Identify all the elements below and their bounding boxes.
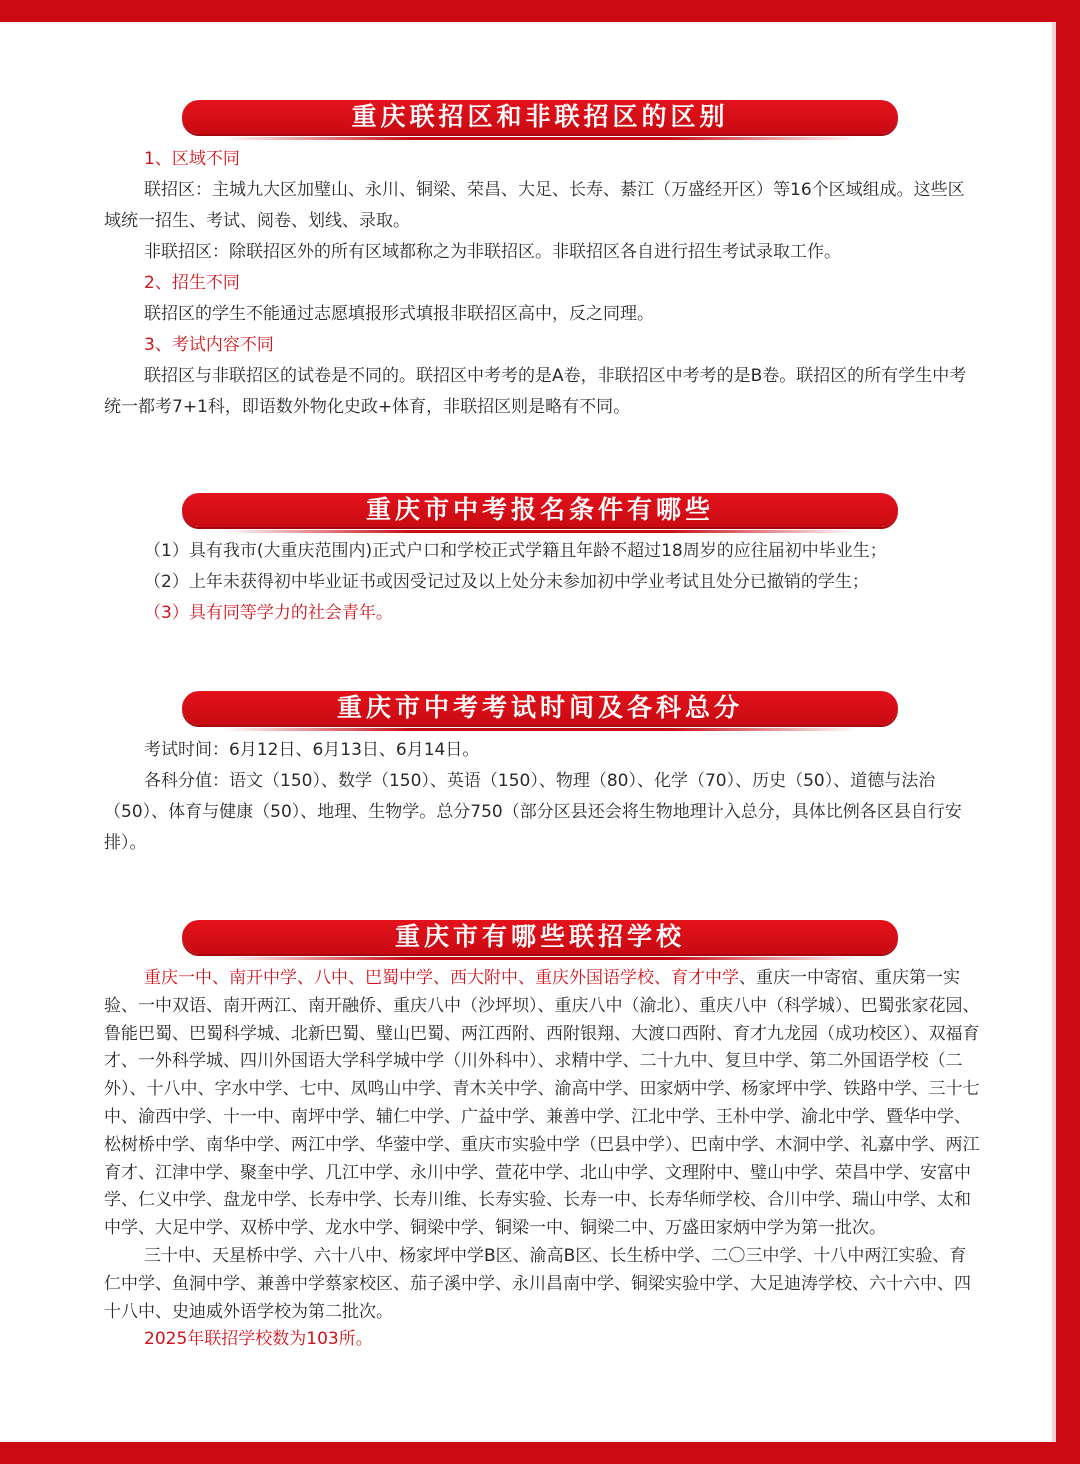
frame-right-shadow xyxy=(1052,22,1056,1442)
batch1-other-schools: 、重庆一中寄宿、重庆第一实验、一中双语、南开两江、南开融侨、重庆八中（沙坪坝）、重庆八中（渝北）、重庆八中（科学城）、巴蜀张家花园、鲁能巴蜀、巴蜀科学城、北新巴蜀、璧山巴蜀、两江西附、西附银翔、大渡口西附、育才九龙园（成功校区）、双福育才、一外科学城、四川外国语大学科学城中学（川外科中）、求精中学、二十九中、复旦中学、第二外国语学校（二外）、十八中、字水中学、七中、凤鸣山中学、青木关中学、渝高中学、田家炳中学、杨家坪中学、铁路中学、三十七中、渝西中学、十一中、南坪中学、辅仁中学、广益中学、兼善中学、江北中学、王朴中学、渝北中学、暨华中学、松树桥中学、南华中学、两江中学、华蓥中学、重庆市实验中学（巴县中学）、巴南中学、木洞中学、礼嘉中学、两江育才、江津中学、聚奎中学、几江中学、永川中学、萱花中学、北山中学、文理附中、璧山中学、荣昌中学、安富中学、仁义中学、盘龙中学、长寿中学、长寿川维、长寿实验、长寿一中、长寿华师学校、合川中学、瑞山中学、太和中学、大足中学、双桥中学、龙水中学、铜梁中学、铜梁一中、铜梁二中、万盛田家炳中学为第一批次。 xyxy=(104,968,980,1239)
section1-paragraph-4: 联招区与非联招区的试卷是不同的。联招区中考考的是A卷，非联招区中考考的是B卷。联招区的所有学生中考统一都考7+1科，即语数外物化史政+体育，非联招区则是略有不同。 xyxy=(104,366,967,417)
frame-top-bar xyxy=(0,0,1080,22)
section2-title: 重庆市中考报名条件有哪些 xyxy=(182,493,898,527)
section1-subheading-3: 3、考试内容不同 xyxy=(144,335,274,355)
section1-body xyxy=(104,144,980,423)
condition-item-3: （3）具有同等学力的社会青年。 xyxy=(144,603,393,623)
batch1-schools xyxy=(104,965,980,1243)
section1-subheading-2: 2、招生不同 xyxy=(144,273,240,293)
condition-item-1: （1）具有我市(大重庆范围内)正式户口和学校正式学籍且年龄不超过18周岁的应往届初中毕业生； xyxy=(144,541,887,561)
section1-paragraph-1: 联招区：主城九大区加璧山、永川、铜梁、荣昌、大足、长寿、綦江（万盛经开区）等16个区域组成。这些区域统一招生、考试、阅卷、划线、录取。 xyxy=(104,180,965,231)
section1-title: 重庆联招区和非联招区的区别 xyxy=(182,100,898,134)
batch1-top-schools: 重庆一中、南开中学、八中、巴蜀中学、西大附中、重庆外国语学校、育才中学 xyxy=(144,968,739,988)
section4-body xyxy=(104,965,980,1354)
frame-bottom-bar xyxy=(0,1442,1080,1464)
subject-scores: 各科分值：语文（150）、数学（150）、英语（150）、物理（80）、化学（70）、历史（50）、道德与法治（50）、体育与健康（50）、地理、生物学。总分750（部分区县还会将生物地理计入总分，具体比例各区县自行安排）。 xyxy=(104,771,962,853)
school-total: 2025年联招学校数为103所。 xyxy=(144,1329,373,1350)
section2-body xyxy=(104,536,980,629)
condition-item-2: （2）上年未获得初中毕业证书或因受记过及以上处分未参加初中学业考试且处分已撤销的学生； xyxy=(144,572,869,592)
frame-right-bar xyxy=(1056,0,1080,1464)
section1-paragraph-2: 非联招区：除联招区外的所有区域都称之为非联招区。非联招区各自进行招生考试录取工作。 xyxy=(144,242,841,262)
section4-title: 重庆市有哪些联招学校 xyxy=(182,920,898,954)
batch2-schools: 三十中、天星桥中学、六十八中、杨家坪中学B区、渝高B区、长生桥中学、二〇三中学、十八中两江实验、育仁中学、鱼洞中学、兼善中学蔡家校区、茄子溪中学、永川昌南中学、铜梁实验中学、大足迪涛学校、六十六中、四十八中、史迪威外语学校为第二批次。 xyxy=(104,1245,971,1322)
section3-title: 重庆市中考考试时间及各科总分 xyxy=(182,691,898,725)
exam-time: 考试时间：6月12日、6月13日、6月14日。 xyxy=(144,740,480,760)
section3-body xyxy=(104,735,980,859)
section1-paragraph-3: 联招区的学生不能通过志愿填报形式填报非联招区高中，反之同理。 xyxy=(144,304,654,324)
section1-subheading-1: 1、区域不同 xyxy=(144,149,240,169)
